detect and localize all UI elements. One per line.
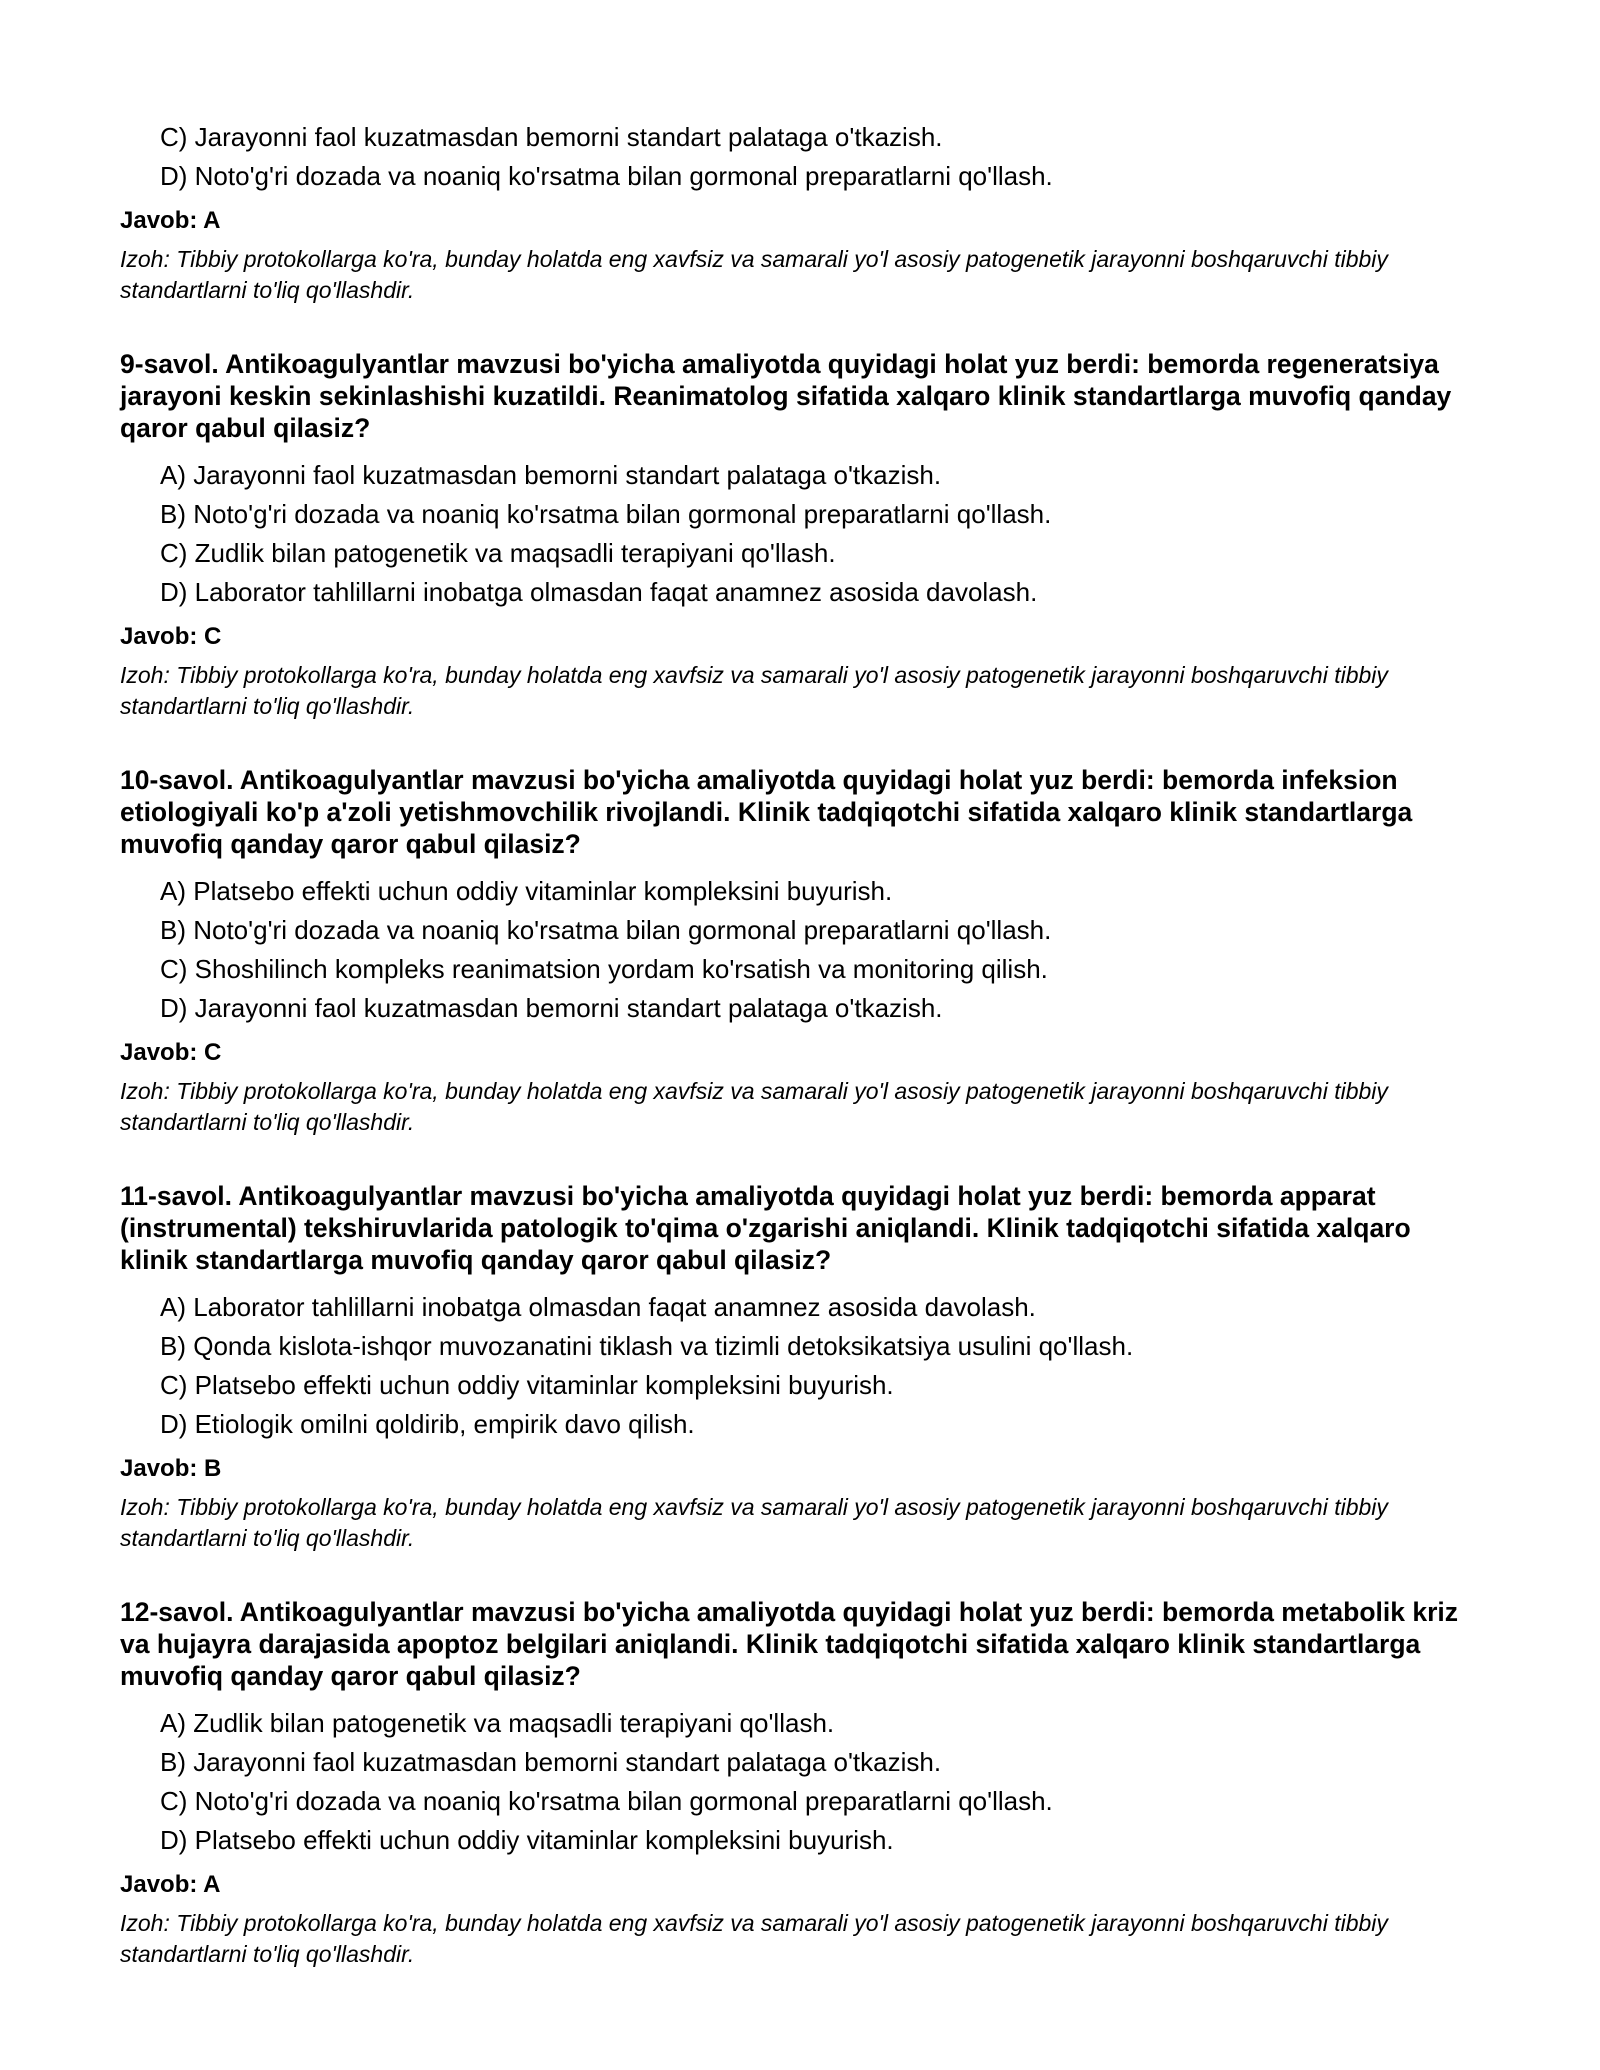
answer-option: B) Noto'g'ri dozada va noaniq ko'rsatma bilan gormonal preparatlarni qo'llash. [160, 499, 1052, 529]
answer-option: C) Noto'g'ri dozada va noaniq ko'rsatma bilan gormonal preparatlarni qo'llash. [160, 1786, 1053, 1816]
explanation-note: Izoh: Tibbiy protokollarga ko'ra, bunday holatda eng xavfsiz va samarali yo'l asosiy patogenetik jarayonni boshqaruvchi tibbiy standartlarni to'liq qo'llashdir. [120, 1494, 1388, 1551]
answer-option: D) Platsebo effekti uchun oddiy vitaminlar kompleksini buyurish. [160, 1825, 894, 1855]
answer-option: C) Zudlik bilan patogenetik va maqsadli terapiyani qo'llash. [160, 538, 836, 568]
question-text: 10-savol. Antikoagulyantlar mavzusi bo'yicha amaliyotda quyidagi holat yuz berdi: bemorda infeksion etiologiyali ko'p a'zoli yetishmovchilik rivojlandi. Klinik tadqiqotchi sifatida xalqaro klinik standartlarga muvofiq qanday qaror qabul qilasiz? [120, 765, 1413, 859]
answer-option: B) Noto'g'ri dozada va noaniq ko'rsatma bilan gormonal preparatlarni qo'llash. [160, 915, 1052, 945]
document-page [120, 118, 1480, 1970]
answer-option: A) Zudlik bilan patogenetik va maqsadli terapiyani qo'llash. [160, 1708, 835, 1738]
question-block-10 [120, 764, 1480, 1138]
answer-option: B) Qonda kislota-ishqor muvozanatini tiklash va tizimli detoksikatsiya usulini qo'llash. [160, 1331, 1134, 1361]
question-text: 11-savol. Antikoagulyantlar mavzusi bo'yicha amaliyotda quyidagi holat yuz berdi: bemorda apparat (instrumental) tekshiruvlarida patologik to'qima o'zgarishi aniqlandi. Klinik tadqiqotchi sifatida xalqaro klinik standartlarga muvofiq qanday qaror qabul qilasiz? [120, 1181, 1411, 1275]
explanation-note: Izoh: Tibbiy protokollarga ko'ra, bunday holatda eng xavfsiz va samarali yo'l asosiy patogenetik jarayonni boshqaruvchi tibbiy standartlarni to'liq qo'llashdir. [120, 662, 1388, 719]
answer-option: C) Platsebo effekti uchun oddiy vitaminlar kompleksini buyurish. [160, 1370, 894, 1400]
explanation-note: Izoh: Tibbiy protokollarga ko'ra, bunday holatda eng xavfsiz va samarali yo'l asosiy patogenetik jarayonni boshqaruvchi tibbiy standartlarni to'liq qo'llashdir. [120, 246, 1388, 303]
answer-option: D) Jarayonni faol kuzatmasdan bemorni standart palataga o'tkazish. [160, 993, 943, 1023]
question-text: 9-savol. Antikoagulyantlar mavzusi bo'yicha amaliyotda quyidagi holat yuz berdi: bemorda regeneratsiya jarayoni keskin sekinlashishi kuzatildi. Reanimatolog sifatida xalqaro klinik standartlarga muvofiq qanday qaror qabul qilasiz? [120, 349, 1452, 443]
question-block-12 [120, 1596, 1480, 1970]
question-text: 12-savol. Antikoagulyantlar mavzusi bo'yicha amaliyotda quyidagi holat yuz berdi: bemorda metabolik kriz va hujayra darajasida apoptoz belgilari aniqlandi. Klinik tadqiqotchi sifatida xalqaro klinik standartlarga muvofiq qanday qaror qabul qilasiz? [120, 1597, 1459, 1691]
question-block-11 [120, 1180, 1480, 1554]
answer-option: A) Jarayonni faol kuzatmasdan bemorni standart palataga o'tkazish. [160, 460, 942, 490]
answer-option: D) Noto'g'ri dozada va noaniq ko'rsatma bilan gormonal preparatlarni qo'llash. [160, 161, 1053, 191]
partial-question-block [120, 118, 1480, 306]
answer-option: C) Jarayonni faol kuzatmasdan bemorni standart palataga o'tkazish. [160, 122, 943, 152]
correct-answer: Javob: A [120, 207, 221, 234]
answer-option: D) Etiologik omilni qoldirib, empirik davo qilish. [160, 1409, 695, 1439]
explanation-note: Izoh: Tibbiy protokollarga ko'ra, bunday holatda eng xavfsiz va samarali yo'l asosiy patogenetik jarayonni boshqaruvchi tibbiy standartlarni to'liq qo'llashdir. [120, 1910, 1388, 1967]
correct-answer: Javob: B [120, 1455, 222, 1482]
answer-option: A) Platsebo effekti uchun oddiy vitaminlar kompleksini buyurish. [160, 876, 893, 906]
correct-answer: Javob: A [120, 1871, 221, 1898]
answer-option: B) Jarayonni faol kuzatmasdan bemorni standart palataga o'tkazish. [160, 1747, 942, 1777]
correct-answer: Javob: C [120, 623, 222, 650]
question-block-9 [120, 348, 1480, 722]
explanation-note: Izoh: Tibbiy protokollarga ko'ra, bunday holatda eng xavfsiz va samarali yo'l asosiy patogenetik jarayonni boshqaruvchi tibbiy standartlarni to'liq qo'llashdir. [120, 1078, 1388, 1135]
answer-option: C) Shoshilinch kompleks reanimatsion yordam ko'rsatish va monitoring qilish. [160, 954, 1048, 984]
answer-option: D) Laborator tahlillarni inobatga olmasdan faqat anamnez asosida davolash. [160, 577, 1038, 607]
correct-answer: Javob: C [120, 1039, 222, 1066]
answer-option: A) Laborator tahlillarni inobatga olmasdan faqat anamnez asosida davolash. [160, 1292, 1036, 1322]
